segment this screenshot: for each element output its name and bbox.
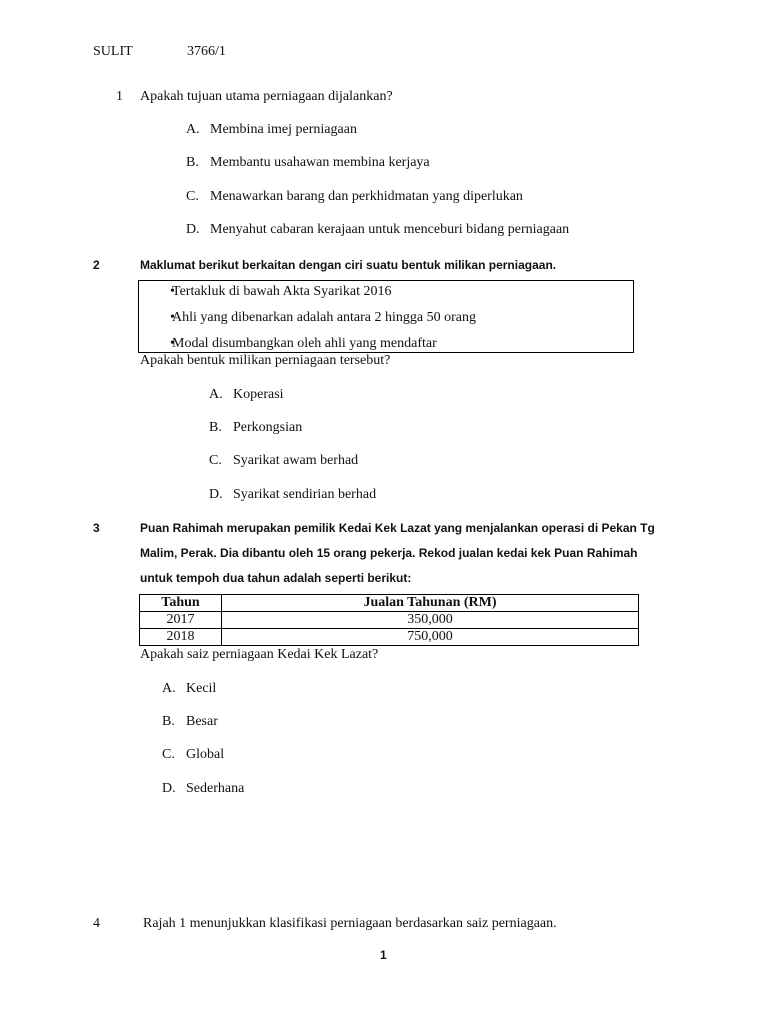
- q3-option-a[interactable]: [162, 681, 216, 697]
- q3-option-c[interactable]: [162, 747, 224, 763]
- q2-option-d[interactable]: [209, 487, 376, 503]
- header-label: SULIT: [93, 44, 133, 59]
- table-row: [140, 629, 639, 646]
- info-bullet: [139, 308, 633, 334]
- q2-number: 2: [93, 258, 100, 272]
- option-text: Sederhana: [186, 781, 245, 796]
- q3-number: 3: [93, 521, 100, 535]
- q3-option-b[interactable]: [162, 714, 218, 730]
- q2-option-b[interactable]: [209, 420, 302, 436]
- q1-question: Apakah tujuan utama perniagaan dijalankan?: [140, 89, 393, 104]
- option-text: Besar: [186, 714, 218, 729]
- option-letter: B.: [209, 420, 222, 435]
- info-bullet: [139, 334, 633, 353]
- q2-info-box: [138, 280, 634, 353]
- option-text: Membantu usahawan membina kerjaya: [210, 155, 430, 170]
- table-row: [140, 612, 639, 629]
- q1-option-d[interactable]: [186, 222, 569, 238]
- table-header-row: [140, 595, 639, 612]
- q1-option-b[interactable]: [186, 155, 430, 171]
- bullet-text: Modal disumbangkan oleh ahli yang mendaftar: [172, 336, 437, 351]
- table-cell: 750,000: [222, 629, 639, 646]
- q3-option-d[interactable]: [162, 781, 244, 797]
- q2-question: Apakah bentuk milikan perniagaan tersebut?: [140, 353, 391, 368]
- option-letter: A.: [162, 681, 176, 696]
- option-letter: B.: [162, 714, 175, 729]
- option-letter: C.: [186, 189, 199, 204]
- option-letter: D.: [186, 222, 200, 237]
- option-text: Menawarkan barang dan perkhidmatan yang diperlukan: [210, 189, 523, 204]
- bullet-text: Ahli yang dibenarkan adalah antara 2 hingga 50 orang: [172, 310, 477, 325]
- q4-number: 4: [93, 916, 100, 931]
- option-letter: B.: [186, 155, 199, 170]
- q2-intro: Maklumat berikut berkaitan dengan ciri suatu bentuk milikan perniagaan.: [140, 258, 557, 272]
- table-header-cell: Tahun: [140, 595, 222, 612]
- header-code: 3766/1: [187, 44, 226, 59]
- table-cell: 2017: [140, 612, 222, 629]
- q1-number: 1: [116, 89, 123, 104]
- option-text: Global: [186, 747, 225, 762]
- q3-question: Apakah saiz perniagaan Kedai Kek Lazat?: [140, 647, 379, 662]
- option-text: Koperasi: [233, 387, 284, 402]
- option-letter: C.: [162, 747, 175, 762]
- option-letter: A.: [209, 387, 223, 402]
- option-text: Syarikat awam berhad: [233, 453, 359, 468]
- table-cell: 2018: [140, 629, 222, 646]
- option-text: Kecil: [186, 681, 217, 696]
- q2-option-c[interactable]: [209, 453, 358, 469]
- info-bullet: [139, 282, 633, 308]
- q1-option-c[interactable]: [186, 189, 523, 205]
- page-number: 1: [380, 948, 387, 962]
- bullet-text: Tertakluk di bawah Akta Syarikat 2016: [172, 284, 392, 299]
- q2-option-a[interactable]: [209, 387, 284, 403]
- option-letter: C.: [209, 453, 222, 468]
- q3-intro-line-2: Malim, Perak. Dia dibantu oleh 15 orang pekerja. Rekod jualan kedai kek Puan Rahimah: [140, 546, 638, 560]
- option-letter: D.: [209, 487, 223, 502]
- option-text: Menyahut cabaran kerajaan untuk menceburi bidang perniagaan: [210, 222, 570, 237]
- q3-intro-line-3: untuk tempoh dua tahun adalah seperti berikut:: [140, 571, 412, 585]
- q1-option-a[interactable]: [186, 122, 357, 138]
- q3-sales-table: [139, 594, 639, 646]
- option-letter: D.: [162, 781, 176, 796]
- q3-intro-line-1: Puan Rahimah merupakan pemilik Kedai Kek Lazat yang menjalankan operasi di Pekan Tg: [140, 521, 655, 535]
- table-cell: 350,000: [222, 612, 639, 629]
- option-text: Perkongsian: [233, 420, 303, 435]
- q4-question: Rajah 1 menunjukkan klasifikasi perniagaan berdasarkan saiz perniagaan.: [143, 916, 557, 931]
- table-header-cell: Jualan Tahunan (RM): [222, 595, 639, 612]
- option-text: Membina imej perniagaan: [210, 122, 357, 137]
- option-letter: A.: [186, 122, 200, 137]
- option-text: Syarikat sendirian berhad: [233, 487, 377, 502]
